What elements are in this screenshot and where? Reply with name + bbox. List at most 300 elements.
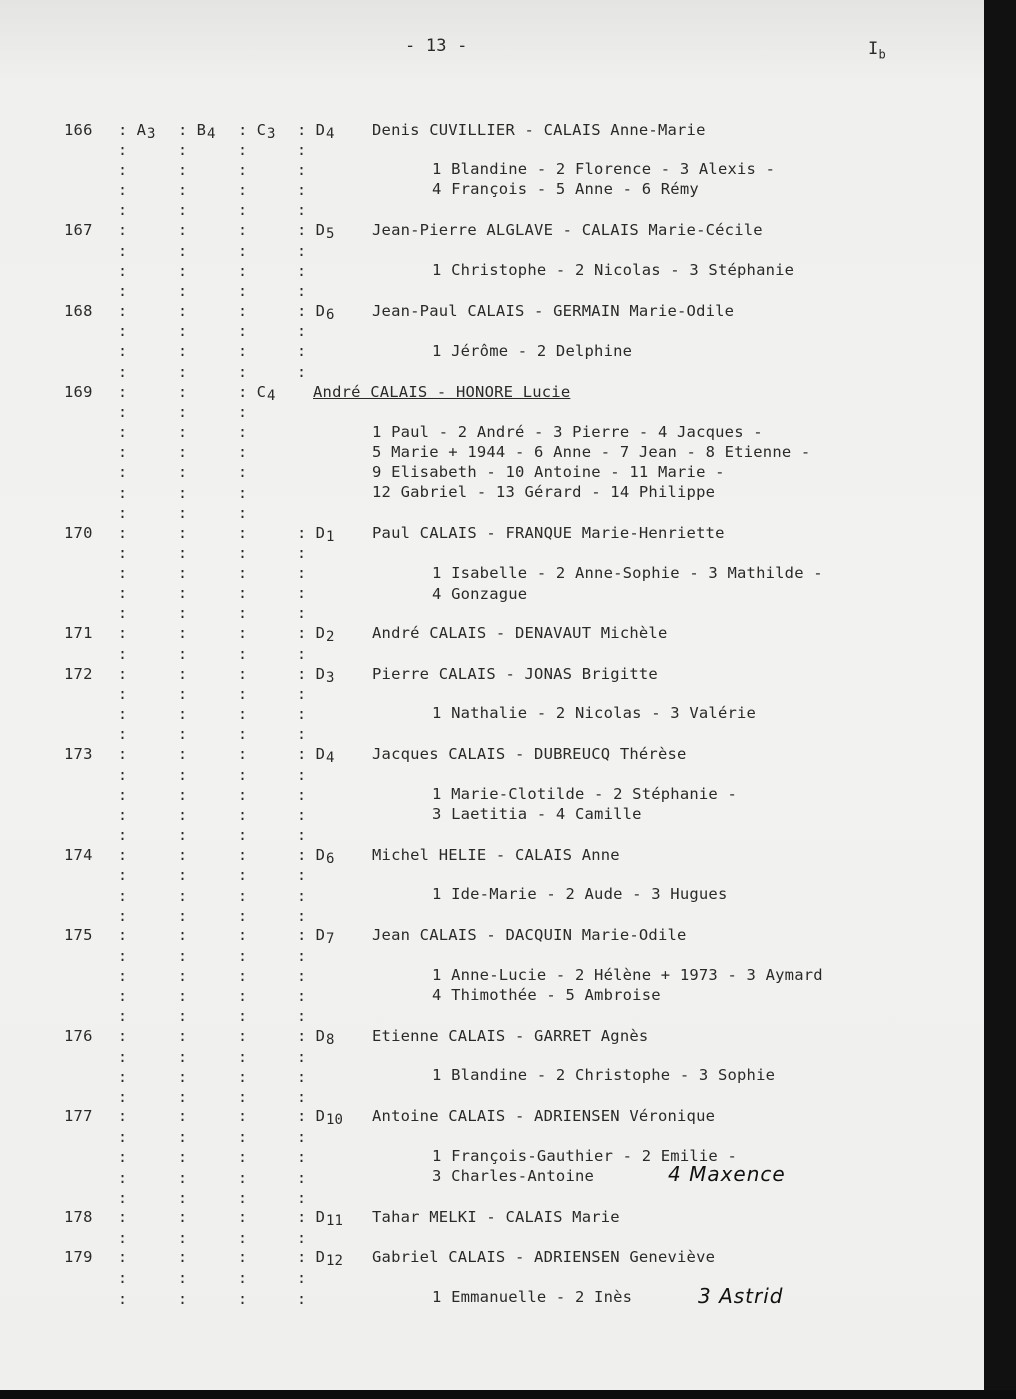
colon-marker: : bbox=[118, 806, 128, 824]
colon-marker: : bbox=[238, 1229, 248, 1247]
colon-marker: : bbox=[238, 302, 248, 320]
colon-marker: : bbox=[238, 423, 248, 441]
colon-marker: : bbox=[118, 887, 128, 905]
colon-marker: : bbox=[178, 141, 188, 159]
handwritten-note-maxence: 4 Maxence bbox=[668, 1162, 786, 1186]
colon-marker: : bbox=[297, 1068, 307, 1086]
colon-separator: : bbox=[297, 926, 316, 944]
generation-label bbox=[297, 1027, 334, 1046]
colon-marker: : bbox=[118, 181, 128, 199]
generation-letter: D bbox=[315, 1208, 326, 1226]
colon-marker: : bbox=[178, 262, 188, 280]
generation-index: 4 bbox=[326, 126, 335, 142]
colon-marker: : bbox=[238, 887, 248, 905]
colon-marker: : bbox=[178, 786, 188, 804]
generation-index: 1 bbox=[326, 529, 335, 545]
generation-letter: D bbox=[315, 665, 326, 683]
generation-label bbox=[297, 624, 334, 643]
colon-marker: : bbox=[297, 645, 307, 663]
colon-marker: : bbox=[297, 141, 307, 159]
couple-names: André CALAIS - HONORE Lucie bbox=[313, 383, 571, 401]
colon-marker: : bbox=[238, 1068, 248, 1086]
couple-names: Jean CALAIS - DACQUIN Marie-Odile bbox=[372, 926, 687, 944]
colon-marker: : bbox=[118, 987, 128, 1005]
entry-number: 172 bbox=[64, 665, 93, 683]
colon-marker: : bbox=[178, 504, 188, 522]
colon-marker: : bbox=[297, 1189, 307, 1207]
colon-marker: : bbox=[178, 604, 188, 622]
colon-marker: : bbox=[118, 423, 128, 441]
colon-marker: : bbox=[238, 524, 248, 542]
generation-index: 10 bbox=[326, 1112, 343, 1128]
colon-marker: : bbox=[178, 1269, 188, 1287]
generation-letter: D bbox=[315, 121, 326, 139]
colon-marker: : bbox=[178, 987, 188, 1005]
colon-marker: : bbox=[238, 806, 248, 824]
colon-marker: : bbox=[297, 967, 307, 985]
generation-label bbox=[238, 383, 275, 402]
colon-marker: : bbox=[238, 1189, 248, 1207]
colon-separator: : bbox=[297, 745, 316, 763]
section-mark bbox=[868, 40, 886, 63]
colon-marker: : bbox=[118, 604, 128, 622]
colon-marker: : bbox=[238, 443, 248, 461]
colon-marker: : bbox=[238, 1290, 248, 1308]
colon-marker: : bbox=[118, 463, 128, 481]
generation-label bbox=[118, 121, 155, 140]
colon-separator: : bbox=[297, 1027, 316, 1045]
colon-marker: : bbox=[118, 1128, 128, 1146]
couple-names: Antoine CALAIS - ADRIENSEN Véronique bbox=[372, 1107, 716, 1125]
colon-marker: : bbox=[297, 887, 307, 905]
colon-marker: : bbox=[297, 584, 307, 602]
colon-marker: : bbox=[297, 907, 307, 925]
colon-marker: : bbox=[118, 645, 128, 663]
colon-marker: : bbox=[238, 1208, 248, 1226]
children-line: 1 Christophe - 2 Nicolas - 3 Stéphanie bbox=[432, 261, 795, 279]
colon-marker: : bbox=[118, 1107, 128, 1125]
generation-index: 4 bbox=[326, 750, 335, 766]
children-line: 4 Thimothée - 5 Ambroise bbox=[432, 986, 661, 1004]
colon-marker: : bbox=[297, 604, 307, 622]
couple-names: Jacques CALAIS - DUBREUCQ Thérèse bbox=[372, 745, 687, 763]
colon-marker: : bbox=[178, 926, 188, 944]
colon-marker: : bbox=[178, 907, 188, 925]
colon-marker: : bbox=[178, 866, 188, 884]
colon-marker: : bbox=[178, 967, 188, 985]
generation-index: 11 bbox=[326, 1213, 343, 1229]
colon-marker: : bbox=[118, 826, 128, 844]
colon-marker: : bbox=[178, 1027, 188, 1045]
entry-number: 176 bbox=[64, 1027, 93, 1045]
generation-letter: C bbox=[256, 121, 267, 139]
colon-marker: : bbox=[118, 1007, 128, 1025]
colon-marker: : bbox=[118, 665, 128, 683]
generation-letter: A bbox=[136, 121, 147, 139]
colon-marker: : bbox=[178, 826, 188, 844]
colon-marker: : bbox=[297, 342, 307, 360]
generation-label bbox=[297, 846, 334, 865]
colon-marker: : bbox=[238, 1088, 248, 1106]
colon-marker: : bbox=[178, 484, 188, 502]
section-mark-sub: b bbox=[878, 47, 886, 62]
couple-names: Tahar MELKI - CALAIS Marie bbox=[372, 1208, 620, 1226]
generation-letter: D bbox=[315, 221, 326, 239]
colon-marker: : bbox=[118, 302, 128, 320]
generation-index: 6 bbox=[326, 851, 335, 867]
page-number: - 13 - bbox=[405, 36, 468, 56]
colon-marker: : bbox=[178, 302, 188, 320]
colon-marker: : bbox=[118, 1208, 128, 1226]
colon-marker: : bbox=[118, 403, 128, 421]
children-line: 4 Gonzague bbox=[432, 585, 528, 603]
children-line: 1 Paul - 2 André - 3 Pierre - 4 Jacques - bbox=[372, 423, 763, 441]
generation-index: 3 bbox=[326, 670, 335, 686]
colon-marker: : bbox=[118, 745, 128, 763]
colon-separator: : bbox=[297, 1248, 316, 1266]
colon-marker: : bbox=[178, 1148, 188, 1166]
colon-marker: : bbox=[178, 1189, 188, 1207]
entry-number: 179 bbox=[64, 1248, 93, 1266]
generation-label bbox=[297, 745, 334, 764]
colon-marker: : bbox=[178, 806, 188, 824]
colon-separator: : bbox=[297, 121, 316, 139]
colon-marker: : bbox=[118, 705, 128, 723]
generation-index: 6 bbox=[326, 307, 335, 323]
colon-marker: : bbox=[297, 947, 307, 965]
children-line: 1 Blandine - 2 Christophe - 3 Sophie bbox=[432, 1066, 776, 1084]
colon-marker: : bbox=[118, 1269, 128, 1287]
colon-marker: : bbox=[238, 1148, 248, 1166]
entry-number: 170 bbox=[64, 524, 93, 542]
colon-marker: : bbox=[238, 786, 248, 804]
generation-index: 7 bbox=[326, 931, 335, 947]
colon-marker: : bbox=[297, 987, 307, 1005]
couple-names: Denis CUVILLIER - CALAIS Anne-Marie bbox=[372, 121, 706, 139]
colon-marker: : bbox=[178, 1208, 188, 1226]
colon-marker: : bbox=[238, 1048, 248, 1066]
couple-names: Gabriel CALAIS - ADRIENSEN Geneviève bbox=[372, 1248, 716, 1266]
colon-separator: : bbox=[238, 383, 257, 401]
colon-marker: : bbox=[238, 645, 248, 663]
section-mark-letter: I bbox=[868, 39, 879, 59]
colon-marker: : bbox=[178, 201, 188, 219]
colon-marker: : bbox=[297, 242, 307, 260]
colon-marker: : bbox=[178, 282, 188, 300]
children-line: 3 Charles-Antoine bbox=[432, 1167, 595, 1185]
generation-index: 8 bbox=[326, 1032, 335, 1048]
colon-marker: : bbox=[118, 1068, 128, 1086]
colon-marker: : bbox=[178, 524, 188, 542]
colon-marker: : bbox=[118, 221, 128, 239]
colon-marker: : bbox=[238, 1128, 248, 1146]
colon-marker: : bbox=[297, 262, 307, 280]
colon-marker: : bbox=[118, 947, 128, 965]
generation-letter: D bbox=[315, 745, 326, 763]
colon-marker: : bbox=[238, 866, 248, 884]
colon-marker: : bbox=[297, 1007, 307, 1025]
colon-marker: : bbox=[297, 201, 307, 219]
colon-marker: : bbox=[297, 363, 307, 381]
colon-marker: : bbox=[118, 846, 128, 864]
colon-marker: : bbox=[297, 564, 307, 582]
generation-letter: D bbox=[315, 302, 326, 320]
colon-marker: : bbox=[178, 383, 188, 401]
generation-letter: D bbox=[315, 1107, 326, 1125]
colon-marker: : bbox=[118, 322, 128, 340]
generation-label bbox=[297, 221, 334, 240]
entry-number: 175 bbox=[64, 926, 93, 944]
colon-marker: : bbox=[238, 766, 248, 784]
colon-marker: : bbox=[238, 926, 248, 944]
colon-marker: : bbox=[238, 363, 248, 381]
scan-border-bottom bbox=[0, 1390, 1016, 1399]
generation-label bbox=[297, 524, 334, 543]
generation-label bbox=[297, 1208, 343, 1227]
colon-marker: : bbox=[178, 342, 188, 360]
colon-marker: : bbox=[118, 786, 128, 804]
colon-marker: : bbox=[297, 181, 307, 199]
children-line: 1 François-Gauthier - 2 Emilie - bbox=[432, 1147, 738, 1165]
colon-separator: : bbox=[178, 121, 197, 139]
colon-marker: : bbox=[238, 1248, 248, 1266]
colon-marker: : bbox=[178, 423, 188, 441]
colon-marker: : bbox=[238, 685, 248, 703]
colon-marker: : bbox=[238, 1107, 248, 1125]
colon-marker: : bbox=[178, 846, 188, 864]
colon-marker: : bbox=[238, 725, 248, 743]
generation-label bbox=[238, 121, 275, 140]
colon-marker: : bbox=[238, 705, 248, 723]
colon-marker: : bbox=[178, 1229, 188, 1247]
entry-number: 177 bbox=[64, 1107, 93, 1125]
couple-names: Paul CALAIS - FRANQUE Marie-Henriette bbox=[372, 524, 725, 542]
colon-marker: : bbox=[297, 1048, 307, 1066]
scan-border-right bbox=[984, 0, 1016, 1399]
entry-number: 166 bbox=[64, 121, 93, 139]
colon-marker: : bbox=[178, 584, 188, 602]
colon-marker: : bbox=[238, 221, 248, 239]
colon-marker: : bbox=[118, 161, 128, 179]
colon-marker: : bbox=[178, 624, 188, 642]
colon-marker: : bbox=[118, 504, 128, 522]
colon-separator: : bbox=[297, 221, 316, 239]
colon-marker: : bbox=[238, 584, 248, 602]
entry-number: 178 bbox=[64, 1208, 93, 1226]
colon-marker: : bbox=[118, 564, 128, 582]
children-line: 1 Nathalie - 2 Nicolas - 3 Valérie bbox=[432, 704, 757, 722]
children-line: 12 Gabriel - 13 Gérard - 14 Philippe bbox=[372, 483, 716, 501]
colon-marker: : bbox=[297, 1169, 307, 1187]
colon-marker: : bbox=[178, 887, 188, 905]
colon-marker: : bbox=[238, 665, 248, 683]
colon-marker: : bbox=[178, 1007, 188, 1025]
colon-marker: : bbox=[118, 201, 128, 219]
colon-marker: : bbox=[238, 181, 248, 199]
children-line: 3 Laetitia - 4 Camille bbox=[432, 805, 642, 823]
colon-marker: : bbox=[297, 1229, 307, 1247]
couple-names: Etienne CALAIS - GARRET Agnès bbox=[372, 1027, 649, 1045]
colon-separator: : bbox=[297, 1208, 316, 1226]
couple-names: Michel HELIE - CALAIS Anne bbox=[372, 846, 620, 864]
generation-letter: D bbox=[315, 926, 326, 944]
colon-marker: : bbox=[178, 947, 188, 965]
colon-marker: : bbox=[297, 322, 307, 340]
colon-marker: : bbox=[297, 1148, 307, 1166]
generation-index: 4 bbox=[207, 126, 216, 142]
colon-marker: : bbox=[178, 403, 188, 421]
generation-letter: D bbox=[315, 1248, 326, 1266]
colon-marker: : bbox=[238, 282, 248, 300]
colon-marker: : bbox=[118, 1027, 128, 1045]
colon-marker: : bbox=[238, 564, 248, 582]
colon-marker: : bbox=[178, 1128, 188, 1146]
children-line: 1 Anne-Lucie - 2 Hélène + 1973 - 3 Aymard bbox=[432, 966, 823, 984]
colon-marker: : bbox=[238, 1027, 248, 1045]
entry-number: 173 bbox=[64, 745, 93, 763]
colon-marker: : bbox=[297, 705, 307, 723]
children-line: 1 Blandine - 2 Florence - 3 Alexis - bbox=[432, 160, 776, 178]
colon-marker: : bbox=[118, 1229, 128, 1247]
colon-marker: : bbox=[178, 1107, 188, 1125]
colon-marker: : bbox=[178, 221, 188, 239]
children-line: 9 Elisabeth - 10 Antoine - 11 Marie - bbox=[372, 463, 725, 481]
colon-marker: : bbox=[178, 745, 188, 763]
colon-marker: : bbox=[297, 282, 307, 300]
generation-letter: C bbox=[256, 383, 267, 401]
colon-marker: : bbox=[238, 201, 248, 219]
colon-separator: : bbox=[297, 1107, 316, 1125]
colon-separator: : bbox=[118, 121, 137, 139]
colon-marker: : bbox=[118, 141, 128, 159]
colon-marker: : bbox=[118, 484, 128, 502]
colon-marker: : bbox=[118, 624, 128, 642]
colon-marker: : bbox=[238, 947, 248, 965]
colon-marker: : bbox=[118, 282, 128, 300]
generation-index: 2 bbox=[326, 629, 335, 645]
colon-marker: : bbox=[118, 866, 128, 884]
colon-marker: : bbox=[297, 1088, 307, 1106]
colon-marker: : bbox=[118, 242, 128, 260]
entry-number: 168 bbox=[64, 302, 93, 320]
colon-marker: : bbox=[178, 322, 188, 340]
colon-marker: : bbox=[118, 1048, 128, 1066]
generation-letter: D bbox=[315, 624, 326, 642]
colon-marker: : bbox=[297, 725, 307, 743]
colon-marker: : bbox=[118, 907, 128, 925]
colon-marker: : bbox=[178, 443, 188, 461]
colon-marker: : bbox=[238, 242, 248, 260]
children-line: 1 Emmanuelle - 2 Inès bbox=[432, 1288, 633, 1306]
generation-label bbox=[297, 926, 334, 945]
colon-marker: : bbox=[238, 262, 248, 280]
colon-marker: : bbox=[297, 1269, 307, 1287]
colon-marker: : bbox=[178, 1290, 188, 1308]
colon-marker: : bbox=[238, 967, 248, 985]
colon-marker: : bbox=[238, 141, 248, 159]
colon-marker: : bbox=[118, 363, 128, 381]
colon-marker: : bbox=[238, 907, 248, 925]
colon-marker: : bbox=[178, 725, 188, 743]
children-line: 1 Jérôme - 2 Delphine bbox=[432, 342, 633, 360]
children-line: 1 Ide-Marie - 2 Aude - 3 Hugues bbox=[432, 885, 728, 903]
colon-marker: : bbox=[297, 866, 307, 884]
generation-label bbox=[297, 302, 334, 321]
colon-marker: : bbox=[178, 463, 188, 481]
colon-marker: : bbox=[238, 987, 248, 1005]
colon-marker: : bbox=[178, 544, 188, 562]
colon-marker: : bbox=[178, 363, 188, 381]
generation-index: 12 bbox=[326, 1253, 343, 1269]
generation-label bbox=[297, 665, 334, 684]
colon-marker: : bbox=[118, 443, 128, 461]
colon-marker: : bbox=[238, 504, 248, 522]
colon-marker: : bbox=[238, 826, 248, 844]
colon-marker: : bbox=[118, 766, 128, 784]
colon-marker: : bbox=[178, 1169, 188, 1187]
children-line: 1 Marie-Clotilde - 2 Stéphanie - bbox=[432, 785, 738, 803]
colon-separator: : bbox=[297, 665, 316, 683]
colon-marker: : bbox=[118, 1088, 128, 1106]
couple-names: Pierre CALAIS - JONAS Brigitte bbox=[372, 665, 658, 683]
colon-marker: : bbox=[238, 403, 248, 421]
colon-separator: : bbox=[297, 624, 316, 642]
colon-marker: : bbox=[297, 544, 307, 562]
colon-marker: : bbox=[178, 705, 188, 723]
colon-marker: : bbox=[238, 604, 248, 622]
colon-marker: : bbox=[238, 1269, 248, 1287]
generation-index: 3 bbox=[267, 126, 276, 142]
generation-letter: B bbox=[196, 121, 207, 139]
generation-label bbox=[297, 121, 334, 140]
handwritten-note-astrid: 3 Astrid bbox=[698, 1284, 784, 1308]
colon-marker: : bbox=[118, 1248, 128, 1266]
colon-marker: : bbox=[297, 1290, 307, 1308]
colon-marker: : bbox=[178, 1068, 188, 1086]
colon-marker: : bbox=[297, 806, 307, 824]
colon-marker: : bbox=[297, 766, 307, 784]
colon-marker: : bbox=[297, 685, 307, 703]
colon-marker: : bbox=[118, 584, 128, 602]
colon-separator: : bbox=[238, 121, 257, 139]
children-line: 1 Isabelle - 2 Anne-Sophie - 3 Mathilde - bbox=[432, 564, 823, 582]
colon-marker: : bbox=[238, 161, 248, 179]
entry-number: 174 bbox=[64, 846, 93, 864]
colon-marker: : bbox=[238, 846, 248, 864]
colon-marker: : bbox=[238, 342, 248, 360]
colon-marker: : bbox=[238, 484, 248, 502]
colon-marker: : bbox=[238, 463, 248, 481]
colon-marker: : bbox=[118, 1148, 128, 1166]
colon-marker: : bbox=[118, 926, 128, 944]
colon-marker: : bbox=[178, 161, 188, 179]
colon-separator: : bbox=[297, 524, 316, 542]
colon-marker: : bbox=[118, 725, 128, 743]
colon-marker: : bbox=[178, 1248, 188, 1266]
generation-index: 3 bbox=[147, 126, 156, 142]
generation-label bbox=[178, 121, 215, 140]
colon-marker: : bbox=[118, 342, 128, 360]
colon-marker: : bbox=[238, 745, 248, 763]
colon-marker: : bbox=[297, 786, 307, 804]
entry-number: 167 bbox=[64, 221, 93, 239]
entry-number: 171 bbox=[64, 624, 93, 642]
colon-marker: : bbox=[238, 1169, 248, 1187]
colon-marker: : bbox=[118, 544, 128, 562]
generation-letter: D bbox=[315, 846, 326, 864]
generation-label bbox=[297, 1107, 343, 1126]
colon-marker: : bbox=[118, 1189, 128, 1207]
